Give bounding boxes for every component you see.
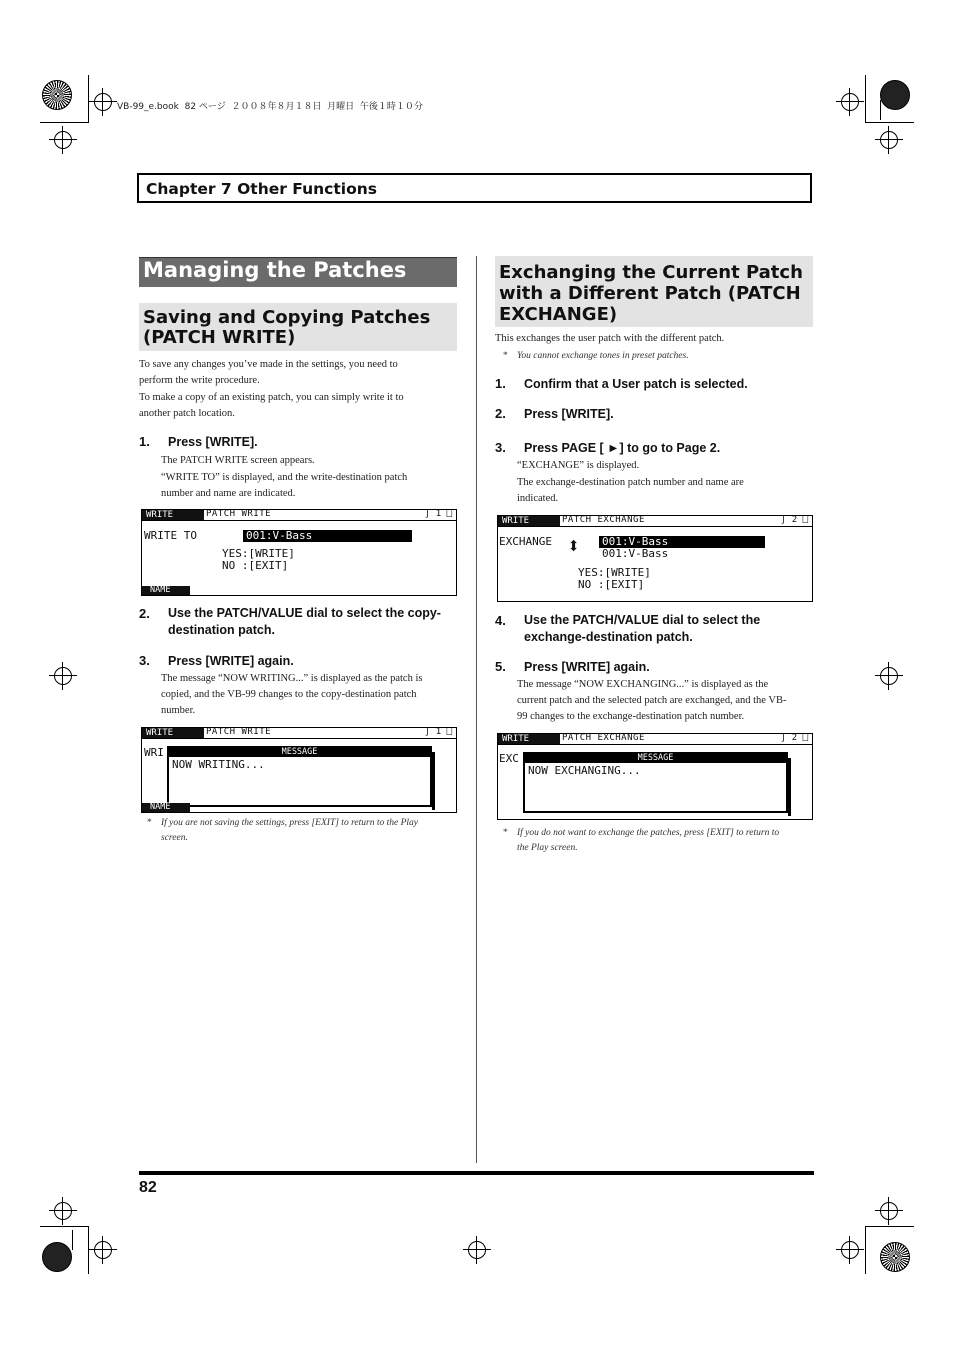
step-number: 3. bbox=[139, 653, 150, 668]
registration-target-icon bbox=[880, 80, 910, 110]
lcd-message-text: NOW EXCHANGING... bbox=[528, 764, 641, 777]
registration-crosshair-icon bbox=[54, 131, 72, 149]
step-number: 2. bbox=[495, 406, 506, 421]
lcd-page-indicator: ∫ 2 ⎕ bbox=[780, 515, 808, 525]
registration-crosshair-icon bbox=[94, 93, 112, 111]
registration-crosshair-icon bbox=[880, 131, 898, 149]
lcd-page-indicator: ∫ 2 ⎕ bbox=[780, 733, 808, 743]
print-header: VB-99_e.book 82 ページ ２００８年８月１８日 月曜日 午後１時１０分 bbox=[117, 102, 423, 112]
registration-crosshair-icon bbox=[841, 1241, 859, 1259]
step-description: The message “NOW WRITING...” is displayed as the patch is copied, and the VB-99 changes to the copy-destination patch number. bbox=[161, 673, 423, 716]
registration-crosshair-icon bbox=[468, 1241, 486, 1259]
step-number: 4. bbox=[495, 613, 506, 628]
step-description: The PATCH WRITE screen appears. “WRITE TO” is displayed, and the write-destination patch number and name are indicated. bbox=[161, 455, 408, 499]
lcd-message-box: MESSAGE NOW EXCHANGING... bbox=[523, 752, 788, 813]
step-text: Use the PATCH/VALUE dial to select the copy- destination patch. bbox=[168, 606, 441, 637]
lcd-title-bar: WRITE PATCH WRITE ∫ 1 ⎕ bbox=[142, 510, 456, 521]
lcd-yes: YES:[WRITE] bbox=[222, 547, 295, 560]
lcd-now-writing-screen bbox=[141, 727, 457, 813]
registration-crosshair-icon bbox=[880, 1202, 898, 1220]
note-mark: * bbox=[147, 818, 152, 828]
registration-starburst-icon bbox=[42, 80, 72, 110]
lcd-name-tab: NAME bbox=[142, 803, 190, 812]
step-description: “EXCHANGE” is displayed. The exchange-destination patch number and name are indicated. bbox=[517, 460, 744, 504]
step-text: Confirm that a User patch is selected. bbox=[524, 377, 748, 391]
lcd-name-tab: NAME bbox=[142, 586, 190, 595]
lcd-no: NO :[EXIT] bbox=[222, 559, 289, 572]
lcd-patch-exchange-screen bbox=[497, 515, 813, 602]
lcd-label-partial: EXC bbox=[499, 752, 519, 765]
lcd-yes: YES:[WRITE] bbox=[578, 566, 651, 579]
step-number: 2. bbox=[139, 606, 150, 621]
section-heading: Managing the Patches bbox=[143, 258, 407, 282]
note-text: If you are not saving the settings, press [EXIT] to return to the Play screen. bbox=[161, 818, 419, 843]
lcd-patch-write-screen bbox=[141, 509, 457, 596]
registration-crosshair-icon bbox=[54, 667, 72, 685]
lcd-title-bar: WRITE PATCH WRITE ∫ 1 ⎕ bbox=[142, 728, 456, 739]
registration-crosshair-icon bbox=[54, 1202, 72, 1220]
step-text: Press [WRITE] again. bbox=[168, 654, 294, 668]
patch-exchange-intro: This exchanges the user patch with the different patch. bbox=[495, 333, 725, 344]
step-number: 3. bbox=[495, 440, 506, 455]
lcd-page-indicator: ∫ 1 ⎕ bbox=[424, 509, 452, 519]
footer-rule bbox=[139, 1171, 814, 1175]
column-divider bbox=[476, 256, 477, 1163]
step-text: Press [WRITE]. bbox=[524, 407, 614, 421]
lcd-page-indicator: ∫ 1 ⎕ bbox=[424, 727, 452, 737]
lcd-message-box: MESSAGE NOW WRITING... bbox=[167, 746, 432, 807]
note-text: If you do not want to exchange the patches, press [EXIT] to return to the Play screen. bbox=[517, 828, 780, 853]
lcd-patch-selected: 001:V-Bass bbox=[243, 530, 412, 542]
patch-write-intro: To save any changes you’ve made in the settings, you need to perform the write procedure. To make a copy of an existing patch, you can simply write it to another patch location. bbox=[139, 359, 404, 419]
subsection-heading-patch-write: Saving and Copying Patches (PATCH WRITE) bbox=[143, 307, 431, 348]
step-description: The message “NOW EXCHANGING...” is displayed as the current patch and the selected patch are exchanged, and the VB- 99 changes to the exchange-destination patch number. bbox=[517, 679, 787, 722]
step-text: Use the PATCH/VALUE dial to select the exchange-destination patch. bbox=[524, 613, 761, 644]
registration-crosshair-icon bbox=[880, 667, 898, 685]
lcd-title-bar: WRITE PATCH EXCHANGE ∫ 2 ⎕ bbox=[498, 734, 812, 745]
registration-crosshair-icon bbox=[841, 93, 859, 111]
lcd-no: NO :[EXIT] bbox=[578, 578, 645, 591]
registration-starburst-icon bbox=[880, 1242, 910, 1272]
step-number: 1. bbox=[495, 376, 506, 391]
note-mark: * bbox=[503, 828, 508, 838]
registration-crosshair-icon bbox=[94, 1241, 112, 1259]
step-text: Press PAGE [ ►] to go to Page 2. bbox=[524, 441, 721, 455]
step-number: 5. bbox=[495, 659, 506, 674]
note-text: You cannot exchange tones in preset patches. bbox=[517, 351, 689, 361]
lcd-label: EXCHANGE bbox=[499, 535, 552, 548]
subsection-heading-patch-exchange: Exchanging the Current Patch with a Different Patch (PATCH EXCHANGE) bbox=[499, 262, 803, 325]
updown-arrow-icon: ⬍ bbox=[567, 534, 581, 559]
lcd-message-text: NOW WRITING... bbox=[172, 758, 265, 771]
lcd-patch-current: 001:V-Bass bbox=[602, 547, 669, 560]
lcd-label: WRITE TO bbox=[144, 529, 197, 542]
lcd-patch-selected: 001:V-Bass bbox=[599, 536, 765, 548]
registration-target-icon bbox=[42, 1242, 72, 1272]
chapter-title: Chapter 7 Other Functions bbox=[146, 180, 377, 198]
step-text: Press [WRITE] again. bbox=[524, 660, 650, 674]
lcd-now-exchanging-screen bbox=[497, 733, 813, 820]
step-number: 1. bbox=[139, 434, 150, 449]
note-mark: * bbox=[503, 351, 508, 361]
lcd-label-partial: WRI bbox=[144, 746, 164, 759]
page-number: 82 bbox=[139, 1179, 157, 1196]
step-text: Press [WRITE]. bbox=[168, 435, 258, 449]
lcd-title-bar: WRITE PATCH EXCHANGE ∫ 2 ⎕ bbox=[498, 516, 812, 527]
